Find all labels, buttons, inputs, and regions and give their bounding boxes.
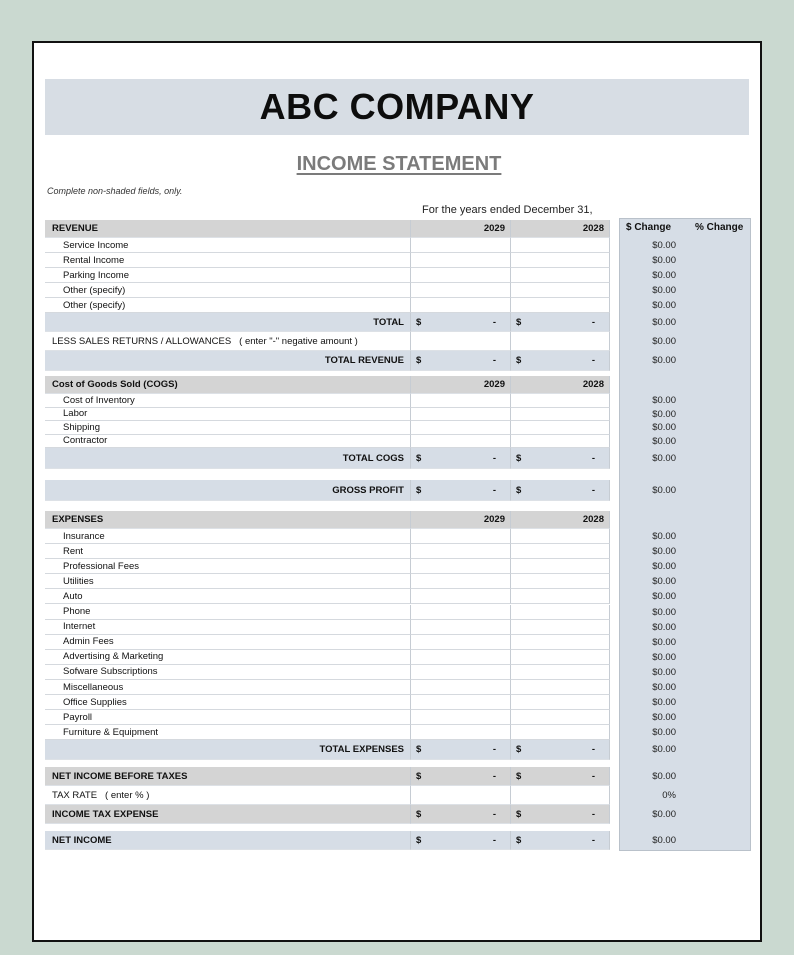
expense-item-row-year-2029-cell[interactable] bbox=[411, 544, 511, 559]
gross-profit-row-year-2029-cell bbox=[411, 480, 511, 501]
revenue-item-row-year-2029-cell[interactable] bbox=[411, 298, 511, 313]
expense-item-row bbox=[45, 620, 610, 635]
expense-item-row-year-2028-cell[interactable] bbox=[511, 620, 610, 635]
currency-symbol: $ bbox=[416, 770, 422, 782]
revenue-item-row-label: Service Income bbox=[63, 239, 129, 251]
expense-item-row bbox=[45, 559, 610, 574]
expense-item-row-year-2028-cell[interactable] bbox=[511, 589, 610, 604]
percent-change-header: % Change bbox=[695, 222, 744, 233]
revenue-item-row bbox=[45, 283, 610, 298]
expense-item-row-label: Insurance bbox=[63, 530, 105, 542]
net-income-row-change: $0.00 bbox=[652, 835, 676, 846]
expense-item-row-year-2028-cell[interactable] bbox=[511, 544, 610, 559]
net-income-row bbox=[45, 831, 610, 850]
expense-item-row-year-2029-cell[interactable] bbox=[411, 589, 511, 604]
revenue-item-row-label-cell bbox=[45, 253, 411, 268]
amount-dash: - bbox=[492, 316, 496, 328]
expense-item-row-label: Admin Fees bbox=[63, 636, 114, 648]
cogs-item-row-label-cell bbox=[45, 408, 411, 422]
revenue-item-row bbox=[45, 298, 610, 313]
expense-item-row-year-2028-cell[interactable] bbox=[511, 559, 610, 574]
total-revenue-row-year-2029-cell bbox=[411, 351, 511, 371]
expense-item-row-change: $0.00 bbox=[652, 697, 676, 709]
currency-symbol: $ bbox=[516, 452, 522, 464]
revenue-total-row-label: TOTAL bbox=[373, 316, 404, 328]
revenue-total-row-year-2029-cell bbox=[411, 313, 511, 332]
currency-symbol: $ bbox=[416, 484, 422, 496]
amount-dash: - bbox=[591, 355, 595, 366]
amount-dash: - bbox=[492, 770, 496, 782]
revenue-item-row bbox=[45, 253, 610, 268]
cogs-header-row bbox=[45, 376, 610, 394]
expense-item-row-label: Payroll bbox=[63, 711, 93, 723]
amount-dash: - bbox=[492, 744, 496, 755]
revenue-item-row-year-2028-cell[interactable] bbox=[511, 298, 610, 313]
gross-profit-row-label: GROSS PROFIT bbox=[332, 484, 404, 496]
cogs-total-row-label: TOTAL COGS bbox=[342, 452, 404, 464]
revenue-item-row-label: Other (specify) bbox=[63, 299, 126, 311]
cogs-item-row bbox=[45, 435, 610, 449]
currency-symbol: $ bbox=[416, 808, 422, 820]
amount-dash: - bbox=[591, 770, 595, 782]
cogs-item-row-change: $0.00 bbox=[652, 408, 676, 420]
total-revenue-row-label: TOTAL REVENUE bbox=[324, 355, 404, 366]
cogs-item-row-year-2029-cell[interactable] bbox=[411, 421, 511, 435]
expense-item-row-year-2029-cell[interactable] bbox=[411, 635, 511, 650]
expenses-header-row-label-cell bbox=[45, 511, 411, 529]
revenue-item-row-year-2029-cell[interactable] bbox=[411, 253, 511, 268]
cogs-total-row-change: $0.00 bbox=[652, 453, 676, 464]
expenses-total-row bbox=[45, 740, 610, 760]
cogs-item-row-year-2029-cell[interactable] bbox=[411, 435, 511, 449]
cogs-item-row-label: Cost of Inventory bbox=[63, 394, 135, 406]
total-revenue-row-label-cell bbox=[45, 351, 411, 371]
revenue-header-row-label: REVENUE bbox=[52, 223, 98, 234]
expense-item-row-year-2028-cell[interactable] bbox=[511, 710, 610, 725]
cogs-item-row-change: $0.00 bbox=[652, 422, 676, 433]
currency-symbol: $ bbox=[516, 484, 522, 496]
net-income-before-taxes-row-change: $0.00 bbox=[652, 771, 676, 782]
revenue-item-row-label: Parking Income bbox=[63, 269, 130, 281]
amount-dash: - bbox=[591, 452, 595, 464]
revenue-item-row-change: $0.00 bbox=[652, 255, 676, 266]
revenue-header-row-year-2028-cell bbox=[511, 220, 610, 238]
revenue-item-row-label-cell bbox=[45, 268, 411, 283]
currency-symbol: $ bbox=[516, 770, 522, 782]
net-income-before-taxes-row-year-2029-cell bbox=[411, 767, 511, 786]
currency-symbol: $ bbox=[416, 452, 422, 464]
revenue-item-row-label-cell bbox=[45, 238, 411, 253]
cogs-header-row-year-2028-cell bbox=[511, 376, 610, 394]
expense-item-row-year-2029-cell[interactable] bbox=[411, 529, 511, 544]
expense-item-row-label: Furniture & Equipment bbox=[63, 726, 159, 738]
expense-item-row-change: $0.00 bbox=[652, 636, 676, 648]
expense-item-row bbox=[45, 680, 610, 695]
expense-item-row-year-2029-cell[interactable] bbox=[411, 605, 511, 620]
expense-item-row-label-cell bbox=[45, 695, 411, 710]
year-header-2029: 2029 bbox=[483, 379, 505, 390]
expenses-total-row-change: $0.00 bbox=[652, 744, 676, 755]
company-banner bbox=[45, 79, 749, 135]
expense-item-row-change: $0.00 bbox=[652, 546, 676, 558]
revenue-item-row-year-2029-cell[interactable] bbox=[411, 283, 511, 298]
year-header-2028: 2028 bbox=[582, 514, 604, 525]
income-tax-expense-row-year-2028-cell bbox=[511, 805, 610, 824]
cogs-item-row-label-cell bbox=[45, 435, 411, 449]
expense-item-row-change: $0.00 bbox=[652, 561, 676, 573]
expense-item-row-year-2029-cell[interactable] bbox=[411, 710, 511, 725]
expense-item-row-change: $0.00 bbox=[652, 531, 676, 542]
gross-profit-row-label-cell bbox=[45, 480, 411, 501]
cogs-item-row-year-2028-cell[interactable] bbox=[511, 408, 610, 422]
cogs-item-row-year-2029-cell[interactable] bbox=[411, 408, 511, 422]
currency-symbol: $ bbox=[416, 355, 422, 366]
revenue-total-row-year-2028-cell bbox=[511, 313, 610, 332]
expense-item-row bbox=[45, 665, 610, 680]
year-header-2028: 2028 bbox=[582, 379, 604, 390]
expenses-header-row-label: EXPENSES bbox=[52, 514, 104, 525]
statement-title: INCOME STATEMENT bbox=[296, 153, 502, 175]
expense-item-row-change: $0.00 bbox=[652, 651, 676, 663]
expense-item-row-label-cell bbox=[45, 635, 411, 650]
gross-profit-row-change: $0.00 bbox=[652, 485, 676, 496]
cogs-total-row bbox=[45, 448, 610, 469]
expenses-total-row-year-2028-cell bbox=[511, 740, 610, 760]
currency-symbol: $ bbox=[516, 834, 522, 846]
currency-symbol: $ bbox=[416, 316, 422, 328]
expense-item-row-change: $0.00 bbox=[652, 666, 676, 678]
cogs-item-row-label: Shipping bbox=[63, 421, 100, 433]
cogs-item-row-label-cell bbox=[45, 394, 411, 408]
instruction-note: Complete non-shaded fields, only. bbox=[47, 186, 183, 196]
revenue-item-row-label: Other (specify) bbox=[63, 284, 126, 296]
cogs-total-row-year-2029-cell bbox=[411, 448, 511, 469]
expense-item-row-year-2029-cell[interactable] bbox=[411, 725, 511, 740]
sales-returns-row-year-2029-cell[interactable] bbox=[411, 332, 511, 351]
revenue-item-row bbox=[45, 268, 610, 283]
expense-item-row-change: $0.00 bbox=[652, 712, 676, 724]
amount-dash: - bbox=[492, 808, 496, 820]
amount-dash: - bbox=[492, 484, 496, 496]
expense-item-row-label-cell bbox=[45, 650, 411, 665]
cogs-item-row bbox=[45, 408, 610, 422]
expense-item-row-label: Advertising & Marketing bbox=[63, 651, 164, 663]
amount-dash: - bbox=[591, 316, 595, 328]
cogs-item-row-year-2028-cell[interactable] bbox=[511, 421, 610, 435]
expense-item-row-label: Utilities bbox=[63, 575, 94, 587]
expense-item-row-year-2028-cell[interactable] bbox=[511, 574, 610, 589]
expense-item-row-label-cell bbox=[45, 529, 411, 544]
revenue-total-row-label-cell bbox=[45, 313, 411, 332]
expense-item-row bbox=[45, 544, 610, 559]
expense-item-row-change: $0.00 bbox=[652, 576, 676, 588]
revenue-item-row-change: $0.00 bbox=[652, 240, 676, 251]
expense-item-row-year-2028-cell[interactable] bbox=[511, 650, 610, 665]
income-tax-expense-row-label-cell bbox=[45, 805, 411, 824]
expense-item-row-year-2029-cell[interactable] bbox=[411, 574, 511, 589]
revenue-item-row-year-2028-cell[interactable] bbox=[511, 283, 610, 298]
revenue-item-row-label-cell bbox=[45, 283, 411, 298]
amount-dash: - bbox=[591, 484, 595, 496]
revenue-item-row-year-2028-cell[interactable] bbox=[511, 253, 610, 268]
expense-item-row-change: $0.00 bbox=[652, 727, 676, 739]
expense-item-row-year-2029-cell[interactable] bbox=[411, 680, 511, 695]
revenue-item-row-change: $0.00 bbox=[652, 285, 676, 296]
expense-item-row-year-2029-cell[interactable] bbox=[411, 559, 511, 574]
expense-item-row bbox=[45, 650, 610, 665]
income-tax-expense-row bbox=[45, 805, 610, 824]
revenue-item-row-year-2029-cell[interactable] bbox=[411, 238, 511, 253]
expense-item-row-year-2029-cell[interactable] bbox=[411, 695, 511, 710]
net-income-row-label-cell bbox=[45, 831, 411, 850]
cogs-item-row bbox=[45, 421, 610, 435]
currency-symbol: $ bbox=[516, 316, 522, 328]
cogs-item-row-year-2029-cell[interactable] bbox=[411, 394, 511, 408]
expense-item-row-change: $0.00 bbox=[652, 606, 676, 618]
expenses-header-row-year-2029-cell bbox=[411, 511, 511, 529]
expenses-total-row-year-2029-cell bbox=[411, 740, 511, 760]
company-name: ABC COMPANY bbox=[259, 86, 535, 127]
income-tax-expense-row-label: INCOME TAX EXPENSE bbox=[52, 808, 159, 820]
expense-item-row bbox=[45, 710, 610, 725]
currency-symbol: $ bbox=[416, 744, 422, 755]
expense-item-row-label: Professional Fees bbox=[63, 560, 140, 572]
revenue-total-row-change: $0.00 bbox=[652, 317, 676, 328]
year-header-2028: 2028 bbox=[582, 223, 604, 234]
revenue-item-row-year-2029-cell[interactable] bbox=[411, 268, 511, 283]
total-revenue-row-change: $0.00 bbox=[652, 355, 676, 366]
years-ended-note: For the years ended December 31, bbox=[422, 204, 593, 216]
expense-item-row-label-cell bbox=[45, 680, 411, 695]
sales-returns-row-change: $0.00 bbox=[652, 336, 676, 347]
total-revenue-row bbox=[45, 351, 610, 371]
expense-item-row-label: Rent bbox=[63, 545, 84, 557]
tax-rate-row-year-2029-cell[interactable] bbox=[411, 786, 511, 805]
net-income-before-taxes-row-year-2028-cell bbox=[511, 767, 610, 786]
expense-item-row-label-cell bbox=[45, 589, 411, 604]
total-revenue-row-year-2028-cell bbox=[511, 351, 610, 371]
expense-item-row-label-cell bbox=[45, 665, 411, 680]
revenue-item-row-label: Rental Income bbox=[63, 254, 125, 266]
expense-item-row-change: $0.00 bbox=[652, 621, 676, 633]
net-income-row-year-2028-cell bbox=[511, 831, 610, 850]
gross-profit-row bbox=[45, 480, 610, 501]
cogs-item-row-label: Labor bbox=[63, 408, 88, 420]
expense-item-row-year-2028-cell[interactable] bbox=[511, 605, 610, 620]
income-tax-expense-row-year-2029-cell bbox=[411, 805, 511, 824]
sales-returns-row-label-cell bbox=[45, 332, 411, 351]
expense-item-row-year-2029-cell[interactable] bbox=[411, 620, 511, 635]
net-income-row-label: NET INCOME bbox=[52, 834, 112, 846]
gross-profit-row-year-2028-cell bbox=[511, 480, 610, 501]
cogs-item-row-change: $0.00 bbox=[652, 395, 676, 406]
revenue-item-row-change: $0.00 bbox=[652, 270, 676, 281]
expense-item-row-label-cell bbox=[45, 620, 411, 635]
sales-returns-row-note: ( enter "-" negative amount ) bbox=[239, 335, 358, 347]
cogs-item-row-change: $0.00 bbox=[652, 435, 676, 447]
amount-dash: - bbox=[591, 834, 595, 846]
net-income-before-taxes-row bbox=[45, 767, 610, 786]
expenses-total-row-label: TOTAL EXPENSES bbox=[319, 744, 404, 755]
currency-symbol: $ bbox=[516, 355, 522, 366]
expense-item-row-label: Auto bbox=[63, 590, 83, 602]
expense-item-row-label: Internet bbox=[63, 621, 96, 633]
expense-item-row-change: $0.00 bbox=[652, 682, 676, 693]
cogs-total-row-label-cell bbox=[45, 448, 411, 469]
expense-item-row-change: $0.00 bbox=[652, 591, 676, 603]
cogs-item-row bbox=[45, 394, 610, 408]
cogs-total-row-year-2028-cell bbox=[511, 448, 610, 469]
revenue-header-row-label-cell bbox=[45, 220, 411, 238]
revenue-item-row-year-2028-cell[interactable] bbox=[511, 268, 610, 283]
revenue-header-row bbox=[45, 220, 610, 238]
net-income-before-taxes-row-label: NET INCOME BEFORE TAXES bbox=[52, 770, 188, 782]
cogs-item-row-year-2028-cell[interactable] bbox=[511, 435, 610, 449]
expense-item-row-year-2028-cell[interactable] bbox=[511, 529, 610, 544]
income-tax-expense-row-change: $0.00 bbox=[652, 809, 676, 820]
amount-dash: - bbox=[492, 834, 496, 846]
year-header-2029: 2029 bbox=[483, 223, 505, 234]
sales-returns-row-label: LESS SALES RETURNS / ALLOWANCES bbox=[52, 335, 232, 347]
expense-item-row-label: Miscellaneous bbox=[63, 681, 124, 693]
expense-item-row bbox=[45, 635, 610, 650]
revenue-total-row bbox=[45, 313, 610, 332]
amount-dash: - bbox=[591, 808, 595, 820]
net-income-before-taxes-row-label-cell bbox=[45, 767, 411, 786]
expense-item-row-year-2029-cell[interactable] bbox=[411, 650, 511, 665]
amount-dash: - bbox=[492, 355, 496, 366]
expense-item-row bbox=[45, 574, 610, 589]
revenue-header-row-year-2029-cell bbox=[411, 220, 511, 238]
amount-dash: - bbox=[492, 452, 496, 464]
sales-returns-row bbox=[45, 332, 610, 351]
expense-item-row-year-2028-cell[interactable] bbox=[511, 725, 610, 740]
tax-rate-row-label: TAX RATE bbox=[52, 789, 98, 801]
expense-item-row bbox=[45, 725, 610, 740]
cogs-item-row-label-cell bbox=[45, 421, 411, 435]
expense-item-row-year-2029-cell[interactable] bbox=[411, 665, 511, 680]
expense-item-row-label-cell bbox=[45, 544, 411, 559]
expense-item-row-label-cell bbox=[45, 559, 411, 574]
currency-symbol: $ bbox=[516, 808, 522, 820]
expense-item-row bbox=[45, 529, 610, 544]
currency-symbol: $ bbox=[416, 834, 422, 846]
tax-rate-row-label-cell bbox=[45, 786, 411, 805]
expense-item-row bbox=[45, 605, 610, 620]
expense-item-row-year-2028-cell[interactable] bbox=[511, 680, 610, 695]
expense-item-row bbox=[45, 695, 610, 710]
tax-rate-row-year-2028-cell[interactable] bbox=[511, 786, 610, 805]
expense-item-row-label-cell bbox=[45, 605, 411, 620]
dollar-change-header: $ Change bbox=[626, 222, 672, 233]
statement-page bbox=[32, 41, 762, 942]
expense-item-row bbox=[45, 589, 610, 604]
tax-rate-row-change: 0% bbox=[662, 790, 676, 801]
expense-item-row-label-cell bbox=[45, 574, 411, 589]
year-header-2029: 2029 bbox=[483, 514, 505, 525]
amount-dash: - bbox=[591, 744, 595, 755]
cogs-header-row-label: Cost of Goods Sold (COGS) bbox=[52, 379, 178, 390]
expense-item-row-label: Phone bbox=[63, 606, 91, 618]
revenue-item-row bbox=[45, 238, 610, 253]
tax-rate-row-note: ( enter % ) bbox=[105, 789, 150, 801]
expense-item-row-year-2028-cell[interactable] bbox=[511, 635, 610, 650]
sales-returns-row-year-2028-cell[interactable] bbox=[511, 332, 610, 351]
cogs-item-row-label: Contractor bbox=[63, 435, 108, 447]
revenue-item-row-label-cell bbox=[45, 298, 411, 313]
currency-symbol: $ bbox=[516, 744, 522, 755]
expense-item-row-label-cell bbox=[45, 710, 411, 725]
expense-item-row-label: Sofware Subscriptions bbox=[63, 666, 158, 678]
expenses-header-row-year-2028-cell bbox=[511, 511, 610, 529]
expense-item-row-label: Office Supplies bbox=[63, 696, 127, 708]
net-income-row-year-2029-cell bbox=[411, 831, 511, 850]
revenue-item-row-change: $0.00 bbox=[652, 300, 676, 311]
expense-item-row-year-2028-cell[interactable] bbox=[511, 695, 610, 710]
expenses-header-row bbox=[45, 511, 610, 529]
cogs-header-row-year-2029-cell bbox=[411, 376, 511, 394]
cogs-header-row-label-cell bbox=[45, 376, 411, 394]
expenses-total-row-label-cell bbox=[45, 740, 411, 760]
cogs-item-row-year-2028-cell[interactable] bbox=[511, 394, 610, 408]
expense-item-row-label-cell bbox=[45, 725, 411, 740]
revenue-item-row-year-2028-cell[interactable] bbox=[511, 238, 610, 253]
expense-item-row-year-2028-cell[interactable] bbox=[511, 665, 610, 680]
tax-rate-row bbox=[45, 786, 610, 805]
